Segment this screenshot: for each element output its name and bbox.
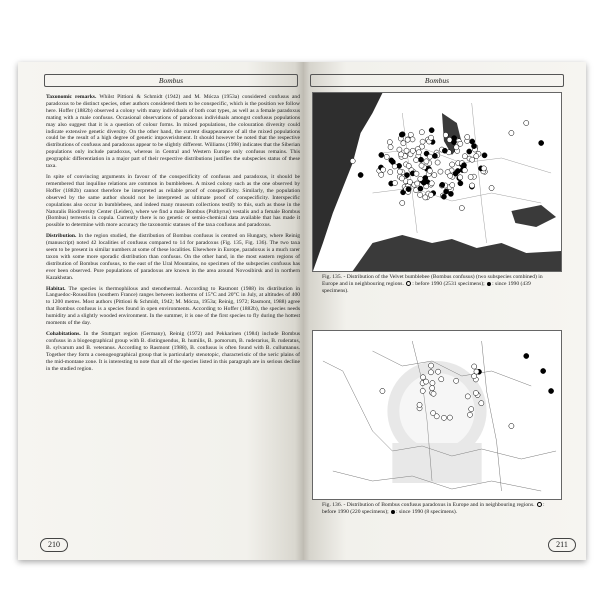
- record-before-1990: [379, 172, 384, 177]
- record-since-1990: [418, 157, 423, 162]
- open-circle-icon: [406, 281, 411, 286]
- record-before-1990: [400, 200, 405, 205]
- record-before-1990: [413, 157, 418, 162]
- record-before-1990: [430, 386, 435, 391]
- record-before-1990: [401, 141, 406, 146]
- record-before-1990: [450, 183, 455, 188]
- record-before-1990: [423, 379, 428, 384]
- record-before-1990: [388, 170, 393, 175]
- record-before-1990: [439, 377, 444, 382]
- right-page: [304, 62, 586, 560]
- record-before-1990: [524, 120, 529, 125]
- record-before-1990: [479, 401, 484, 406]
- figure-136-caption: Fig. 136. - Distribution of Bombus confusus paradoxus in Europe and in neighbouring regions. : before 1990 (220 specimens); : since 1990 (8 specimens).: [322, 502, 545, 515]
- record-before-1990: [415, 181, 420, 186]
- record-before-1990: [489, 185, 494, 190]
- distribution-map-fig136: [312, 330, 562, 500]
- record-before-1990: [410, 148, 415, 153]
- paragraph-habitat: Habitat. The species is thermophilous and stenothermal. According to Rasmont (1988) its distribution in Languedoc-Roussillon (southern France) ranges between isotherms of 15°C and 20°C in July, at altitudes of 400 to 1200 metres. Most authors (Pittioni & Schmidt, 1942; M. Mócza, 1953a; Reinig, 1972; Rasmont, 1988) agree that Bombus confusus is a species found in open environments. According to Hoffer (1882b), the species needs humidity and a slightly wooded environment. In the summer, it is one of the first species to fly during the hottest moments of the day.: [46, 285, 300, 327]
- paragraph-distribution: Distribution. In the region studied, the distribution of Bombus confusus is centred on Hungary, where Reinig (manuscript) noted 42 localities of confusus compared to 14 for paradoxus (Fig. 135, Fig. 136). The two taxa seem to be present in similar numbers at some of these localities. Elsewhere in Europe, paradoxus is a much rarer taxon with some more sporadic distribution than confusus. On the other hand, in the most eastern regions of distribution of Bombus confusus, to the east of the Ural Mountains, no specimen of the subspecies confusus has ever been observed. Pure populations of paradoxus are known in the area around Novosibirsk and in northern Kazakhstan.: [46, 233, 300, 281]
- record-since-1990: [541, 368, 546, 373]
- record-before-1990: [462, 168, 467, 173]
- record-before-1990: [406, 163, 411, 168]
- record-before-1990: [384, 154, 389, 159]
- record-before-1990: [438, 169, 443, 174]
- record-before-1990: [427, 154, 432, 159]
- record-since-1990: [421, 180, 426, 185]
- record-before-1990: [417, 402, 422, 407]
- record-before-1990: [443, 132, 448, 137]
- record-before-1990: [474, 369, 479, 374]
- record-before-1990: [424, 159, 429, 164]
- record-before-1990: [465, 134, 470, 139]
- record-before-1990: [414, 171, 419, 176]
- europe-map-2: [313, 331, 561, 499]
- record-before-1990: [468, 174, 473, 179]
- record-before-1990: [428, 192, 433, 197]
- record-since-1990: [358, 172, 363, 177]
- left-text-column: [46, 94, 300, 532]
- record-since-1990: [467, 149, 472, 154]
- page-number-left: 210: [40, 538, 68, 552]
- record-before-1990: [405, 137, 410, 142]
- record-before-1990: [473, 390, 478, 395]
- left-page: [18, 62, 304, 560]
- record-before-1990: [397, 169, 402, 174]
- open-book: [18, 62, 586, 560]
- record-before-1990: [462, 154, 467, 159]
- record-since-1990: [404, 173, 409, 178]
- record-before-1990: [458, 175, 463, 180]
- record-before-1990: [427, 168, 432, 173]
- record-since-1990: [441, 194, 446, 199]
- record-before-1990: [410, 137, 415, 142]
- paragraph-cohabitations: Cohabitations. In the Stuttgart region (Germany), Reinig (1972) and Pekkarinen (1984) include Bombus confusus in a biogeographical group with B. distinguendus, B. humilis, B. pomorum, B. ruderarius, B. ruderatus, B. sylvarum and B. veteranus. According to Rasmont (1988), B. confusus is often found with B. cullumanus. Together they form a coenogeographical group that is particularly stenotopic, characteristic of the xeric plains of the mid-montane zone. It is interesting to note that all of the species listed in this paragraph are in serious decline in the studied region.: [46, 331, 300, 372]
- record-before-1990: [509, 130, 514, 135]
- record-since-1990: [418, 186, 423, 191]
- record-before-1990: [404, 148, 409, 153]
- record-before-1990: [392, 164, 397, 169]
- distribution-map-fig135: [312, 92, 562, 272]
- record-before-1990: [448, 173, 453, 178]
- record-since-1990: [442, 148, 447, 153]
- record-before-1990: [449, 162, 454, 167]
- record-before-1990: [419, 163, 424, 168]
- record-before-1990: [441, 415, 446, 420]
- record-before-1990: [459, 205, 464, 210]
- record-before-1990: [417, 192, 422, 197]
- record-since-1990: [458, 181, 463, 186]
- record-since-1990: [471, 144, 476, 149]
- running-header-right: Bombus: [310, 74, 564, 87]
- record-before-1990: [423, 195, 428, 200]
- record-before-1990: [469, 407, 474, 412]
- record-since-1990: [399, 132, 404, 137]
- record-since-1990: [482, 153, 487, 158]
- record-before-1990: [432, 173, 437, 178]
- record-before-1990: [428, 363, 433, 368]
- record-before-1990: [397, 147, 402, 152]
- record-before-1990: [435, 160, 440, 165]
- figure-135-caption: Fig. 135. - Distribution of the Velvet bumblebee (Bombus confusus) (two subspecies combined) in Europe and in neighbouring regions. : before 1990 (2531 specimens); : since 1990 (439 specimens).: [322, 274, 543, 294]
- record-since-1990: [423, 175, 428, 180]
- record-since-1990: [524, 353, 529, 358]
- record-since-1990: [453, 171, 458, 176]
- record-before-1990: [387, 140, 392, 145]
- record-since-1990: [379, 152, 384, 157]
- record-before-1990: [436, 369, 441, 374]
- europe-map-1: [313, 93, 561, 271]
- record-since-1990: [389, 158, 394, 163]
- record-before-1990: [380, 388, 385, 393]
- watermark-seal: [387, 361, 486, 483]
- record-before-1990: [481, 166, 486, 171]
- record-before-1990: [465, 394, 470, 399]
- record-since-1990: [440, 182, 445, 187]
- record-before-1990: [420, 388, 425, 393]
- record-before-1990: [399, 152, 404, 157]
- record-before-1990: [472, 364, 477, 369]
- record-since-1990: [432, 153, 437, 158]
- record-before-1990: [428, 135, 433, 140]
- record-before-1990: [447, 415, 452, 420]
- record-before-1990: [429, 181, 434, 186]
- record-since-1990: [451, 140, 456, 145]
- paragraph-conspecificity: In spite of convincing arguments in favour of the conspecificity of confusus and paradoxus, it should be remembered that inquiline relations are common in bumblebees. A mixed colony such as the one observed by Hoffer (1882b) cannot therefore be interpreted as reliable proof of conspecificity. Similarly, the population observed by the same author should not be interpreted as ultimate proof of conspecificity. Interspecific copulations also occur in bumblebees, and indeed many museum collections testify to this, such as those in the Naturalis Biodiversity Center (Leiden), where we find a male Bombus (Psithyrus) vestalis and a female Bombus (Bombus) terrestris in copula. Currently there is no genetic or semio-chemical data available that has made it possible to determine with more accuracy the taxonomic statuses of the taxa confusus and paradoxus.: [46, 173, 300, 229]
- record-before-1990: [428, 370, 433, 375]
- filled-circle-icon: [487, 282, 491, 286]
- record-before-1990: [350, 158, 355, 163]
- page-number-right: 211: [548, 538, 576, 552]
- running-header-left: Bombus: [44, 74, 298, 87]
- record-before-1990: [419, 130, 424, 135]
- record-since-1990: [429, 128, 434, 133]
- record-before-1990: [388, 145, 393, 150]
- record-before-1990: [430, 381, 435, 386]
- record-before-1990: [509, 423, 514, 428]
- filled-circle-icon: [391, 510, 395, 514]
- record-before-1990: [381, 167, 386, 172]
- record-before-1990: [416, 150, 421, 155]
- record-since-1990: [549, 388, 554, 393]
- record-before-1990: [467, 412, 472, 417]
- record-before-1990: [392, 180, 397, 185]
- record-since-1990: [444, 189, 449, 194]
- record-before-1990: [399, 176, 404, 181]
- record-since-1990: [448, 191, 453, 196]
- record-since-1990: [461, 163, 466, 168]
- open-circle-icon: [537, 502, 542, 507]
- record-before-1990: [474, 154, 479, 159]
- record-before-1990: [434, 414, 439, 419]
- record-before-1990: [420, 139, 425, 144]
- paragraph-taxonomic-remarks: Taxonomic remarks. Whilst Pittioni & Schmidt (1942) and M. Mócza (1953a) considered confusus and paradoxus to be distinct species, other authors considered them to be conspecific, which is the position we follow here. Hoffer (1882b) observed a colony with many individuals of both coat types, as well as a female paradoxus mating with a male confusus. Occasional observations of paradoxus individuals amongst confusus populations may also suggest that it is a question of colour forms. In mixed populations, the colouration diversity could indicate extensive genetic diversity. On the other hand, the current disappearance of all the mixed populations could be the result of a high degree of genetic impoverishment. It should however be noted that the respective distributions of confusus and paradoxus appear to be slightly different. Williams (1998) indicates that the Siberian populations only include paradoxus, whereas in Central and Western Europe only confusus remains. This geographic differentiation in a major part of their respective distributions justifies the subspecies status of these taxa.: [46, 94, 300, 170]
- record-before-1990: [407, 179, 412, 184]
- record-before-1990: [431, 391, 436, 396]
- record-before-1990: [454, 378, 459, 383]
- record-since-1990: [406, 187, 411, 192]
- record-before-1990: [454, 145, 459, 150]
- record-since-1990: [539, 140, 544, 145]
- record-before-1990: [469, 183, 474, 188]
